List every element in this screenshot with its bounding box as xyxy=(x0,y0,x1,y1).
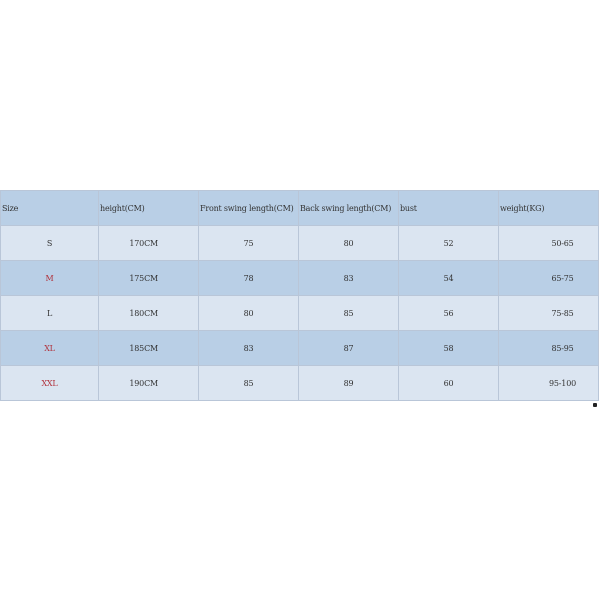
cell-front-swing-length: 83 xyxy=(199,331,299,366)
cell-size xyxy=(1,331,99,366)
size-label: M xyxy=(45,273,54,283)
size-label: XL xyxy=(44,343,55,353)
cell-height: 190CM xyxy=(99,366,199,401)
header-bust: bust xyxy=(399,191,499,226)
cell-back-swing-length: 83 xyxy=(299,261,399,296)
cell-bust: 52 xyxy=(399,226,499,261)
cell-size xyxy=(1,261,99,296)
size-label: XXL xyxy=(41,378,58,388)
table-row xyxy=(1,226,599,261)
size-chart-table xyxy=(0,190,599,401)
cell-bust: 54 xyxy=(399,261,499,296)
cell-front-swing-length: 85 xyxy=(199,366,299,401)
cell-bust: 60 xyxy=(399,366,499,401)
header-size: Size xyxy=(1,191,99,226)
cell-front-swing-length: 75 xyxy=(199,226,299,261)
table-row xyxy=(1,366,599,401)
cell-height: 170CM xyxy=(99,226,199,261)
table-row xyxy=(1,296,599,331)
header-front-swing-length: Front swing length(CM) xyxy=(199,191,299,226)
table-row xyxy=(1,261,599,296)
cell-weight: 75-85 xyxy=(499,296,599,331)
table-header-row xyxy=(1,191,599,226)
cell-size xyxy=(1,296,99,331)
size-label: L xyxy=(46,308,53,318)
cell-weight: 95-100 xyxy=(499,366,599,401)
size-label: S xyxy=(46,238,53,248)
header-height: height(CM) xyxy=(99,191,199,226)
cell-back-swing-length: 87 xyxy=(299,331,399,366)
cell-bust: 56 xyxy=(399,296,499,331)
cell-size xyxy=(1,226,99,261)
cell-weight: 85-95 xyxy=(499,331,599,366)
cell-front-swing-length: 80 xyxy=(199,296,299,331)
cell-bust: 58 xyxy=(399,331,499,366)
corner-mark xyxy=(593,403,597,407)
cell-back-swing-length: 89 xyxy=(299,366,399,401)
cell-size xyxy=(1,366,99,401)
cell-height: 180CM xyxy=(99,296,199,331)
cell-weight: 50-65 xyxy=(499,226,599,261)
header-weight: weight(KG) xyxy=(499,191,599,226)
cell-height: 185CM xyxy=(99,331,199,366)
header-back-swing-length: Back swing length(CM) xyxy=(299,191,399,226)
cell-back-swing-length: 80 xyxy=(299,226,399,261)
cell-back-swing-length: 85 xyxy=(299,296,399,331)
cell-height: 175CM xyxy=(99,261,199,296)
cell-weight: 65-75 xyxy=(499,261,599,296)
cell-front-swing-length: 78 xyxy=(199,261,299,296)
table-row xyxy=(1,331,599,366)
